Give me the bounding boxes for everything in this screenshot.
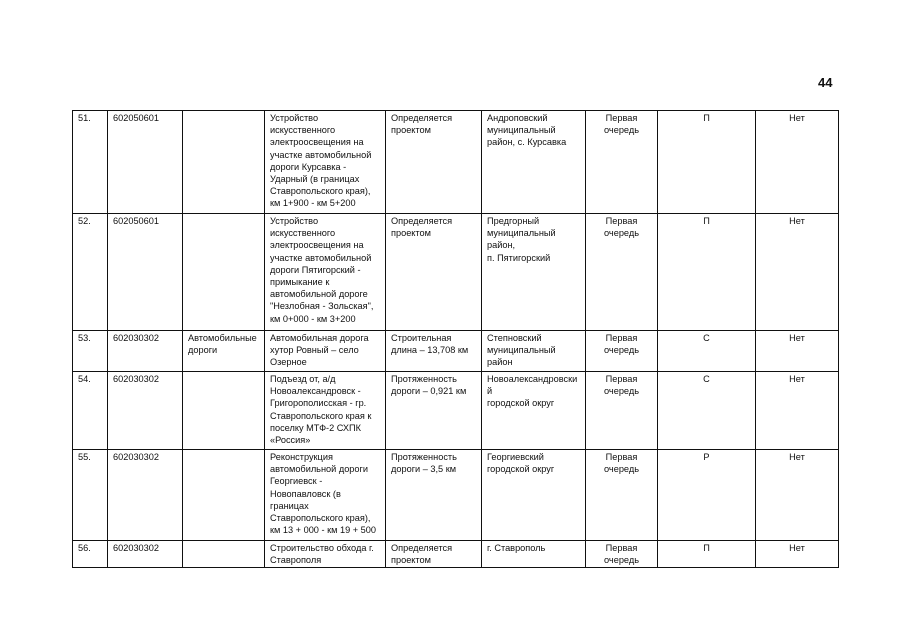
object-name-cell: Подъезд от, а/д Новоалександровск - Григорополисская - гр. Ставропольского края к поселку МТФ-2 СХПК «Россия» — [265, 372, 386, 450]
object-type-cell: С — [658, 331, 756, 372]
object-type-cell: П — [658, 214, 756, 331]
objects-table — [72, 110, 839, 568]
row-number-cell: 55. — [73, 450, 108, 541]
object-queue-cell: Первая очередь — [586, 541, 658, 568]
object-category-cell: Автомобильные дороги — [183, 331, 265, 372]
object-category-cell — [183, 372, 265, 450]
object-capacity-cell: Определяется проектом — [386, 214, 482, 331]
object-code-cell: 602030302 — [108, 450, 183, 541]
object-category-cell — [183, 111, 265, 214]
object-queue-cell: Первая очередь — [586, 214, 658, 331]
table-row — [73, 541, 839, 568]
object-queue-cell: Первая очередь — [586, 111, 658, 214]
row-number-cell: 56. — [73, 541, 108, 568]
object-flag-cell: Нет — [756, 541, 839, 568]
object-capacity-cell: Протяженность дороги – 3,5 км — [386, 450, 482, 541]
object-category-cell — [183, 450, 265, 541]
object-capacity-cell: Определяется проектом — [386, 541, 482, 568]
table-row — [73, 372, 839, 450]
object-queue-cell: Первая очередь — [586, 331, 658, 372]
table-row — [73, 450, 839, 541]
row-number-cell: 51. — [73, 111, 108, 214]
object-queue-cell: Первая очередь — [586, 450, 658, 541]
object-capacity-cell: Строительная длина – 13,708 км — [386, 331, 482, 372]
object-location-cell: Георгиевский городской округ — [482, 450, 586, 541]
object-category-cell — [183, 214, 265, 331]
object-name-cell: Автомобильная дорога хутор Ровный – село Озерное — [265, 331, 386, 372]
row-number-cell: 53. — [73, 331, 108, 372]
object-code-cell: 602030302 — [108, 372, 183, 450]
object-name-cell: Устройство искусственного электроосвещения на участке автомобильной дороги Пятигорский - примыкание к автомобильной дороге "Незлобная - Зольская", км 0+000 - км 3+200 — [265, 214, 386, 331]
object-code-cell: 602050601 — [108, 111, 183, 214]
object-code-cell: 602030302 — [108, 541, 183, 568]
object-type-cell: П — [658, 541, 756, 568]
object-location-cell: г. Ставрополь — [482, 541, 586, 568]
object-code-cell: 602050601 — [108, 214, 183, 331]
object-name-cell: Реконструкция автомобильной дороги Георгиевск - Новопавловск (в границах Ставропольского края), км 13 + 000 - км 19 + 500 — [265, 450, 386, 541]
table-row — [73, 214, 839, 331]
object-queue-cell: Первая очередь — [586, 372, 658, 450]
object-flag-cell: Нет — [756, 450, 839, 541]
object-capacity-cell: Определяется проектом — [386, 111, 482, 214]
object-type-cell: П — [658, 111, 756, 214]
table-row — [73, 331, 839, 372]
row-number-cell: 54. — [73, 372, 108, 450]
row-number-cell: 52. — [73, 214, 108, 331]
object-flag-cell: Нет — [756, 372, 839, 450]
object-location-cell: Новоалександровский городской округ — [482, 372, 586, 450]
object-name-cell: Устройство искусственного электроосвещения на участке автомобильной дороги Курсавка - Ударный (в границах Ставропольского края), км 1+900 - км 5+200 — [265, 111, 386, 214]
object-name-cell: Строительство обхода г. Ставрополя — [265, 541, 386, 568]
object-type-cell: Р — [658, 450, 756, 541]
object-category-cell — [183, 541, 265, 568]
object-flag-cell: Нет — [756, 331, 839, 372]
object-flag-cell: Нет — [756, 214, 839, 331]
object-flag-cell: Нет — [756, 111, 839, 214]
object-location-cell: Степновский муниципальный район — [482, 331, 586, 372]
object-type-cell: С — [658, 372, 756, 450]
object-capacity-cell: Протяженность дороги – 0,921 км — [386, 372, 482, 450]
object-code-cell: 602030302 — [108, 331, 183, 372]
page-number: 44 — [818, 75, 833, 90]
table-row — [73, 111, 839, 214]
object-location-cell: Предгорный муниципальный район, п. Пятигорский — [482, 214, 586, 331]
object-location-cell: Андроповский муниципальный район, с. Курсавка — [482, 111, 586, 214]
